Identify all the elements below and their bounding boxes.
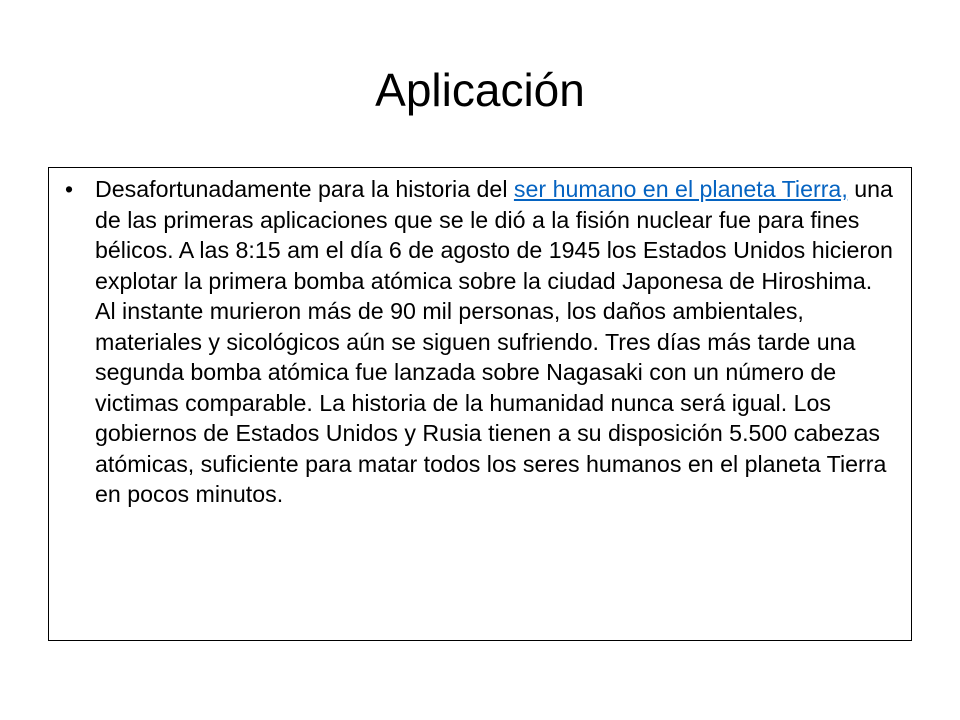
paragraph-text-before-link: Desafortunadamente para la historia del bbox=[95, 176, 514, 202]
bullet-item bbox=[65, 174, 895, 510]
bullet-dot-icon: • bbox=[65, 176, 74, 202]
hyperlink-ser-humano[interactable]: ser humano en el planeta Tierra, bbox=[513, 176, 848, 202]
bullet-list bbox=[65, 174, 895, 510]
content-textbox bbox=[48, 167, 912, 641]
paragraph-text-after-link: una de las primeras aplicaciones que se le dió a la fisión nuclear fue para fines bélicos. A las 8:15 am el día 6 de agosto de 1945 los Estados Unidos hicieron explotar la primera bomba atómica sobre la ciudad Japonesa de Hiroshima. Al instante murieron más de 90 mil personas, los daños ambientales, materiales y sicológicos aún se siguen sufriendo. Tres días más tarde una segunda bomba atómica fue lanzada sobre Nagasaki con un número de victimas comparable. La historia de la humanidad nunca será igual. Los gobiernos de Estados Unidos y Rusia tienen a su disposición 5.500 cabezas atómicas, suficiente para matar todos los seres humanos en el planeta Tierra en pocos minutos. bbox=[95, 176, 893, 507]
slide-title: Aplicación bbox=[375, 64, 585, 116]
